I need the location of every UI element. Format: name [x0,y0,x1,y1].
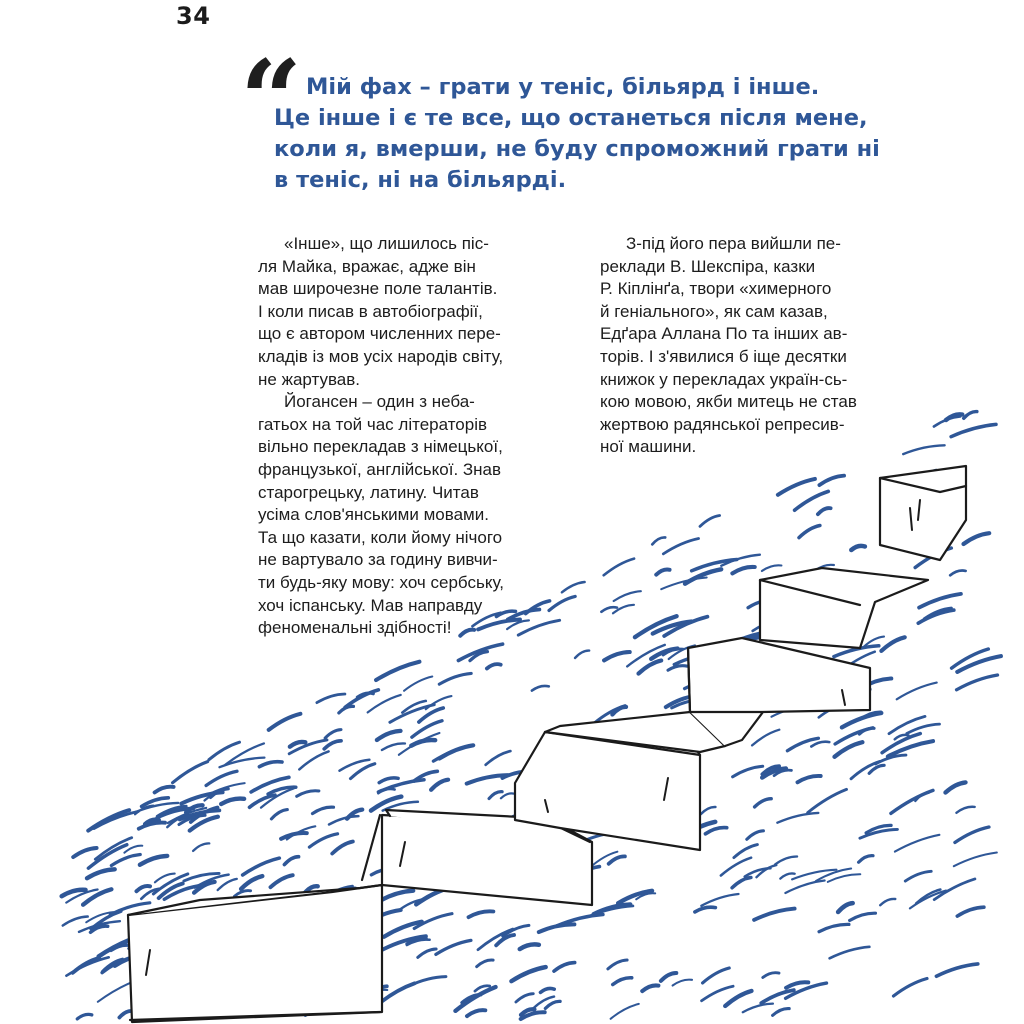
grass-stroke [220,758,265,768]
grass-stroke [639,661,662,674]
grass-stroke [516,994,533,1002]
grass-stroke [838,903,853,912]
grass-stroke [762,565,782,571]
grass-stroke [284,857,298,865]
grass-stroke [309,834,337,847]
grass-stroke [835,742,863,757]
text-line: кою мовою, якби митець не став [600,392,857,412]
text-line: торів. І з'явилися б іще десятки [600,346,847,366]
grass-stroke [73,848,96,857]
grass-stroke [818,508,831,514]
grass-stroke [702,986,734,1001]
grass-stroke [703,968,730,983]
grass-stroke [747,831,764,840]
page-number: 34 [176,2,211,30]
grass-stroke [241,876,262,889]
text-line: мав широчезне поле талантів. [258,279,498,299]
text-line: що є автором численних пере- [258,324,501,344]
grass-stroke [897,683,937,700]
grass-stroke [382,743,405,750]
grass-stroke [754,909,795,920]
grass-stroke [661,973,676,981]
grass-stroke [880,899,895,905]
grass-stroke [956,807,974,813]
grass-stroke [77,1014,92,1019]
grass-stroke [611,1004,639,1019]
grass-stroke [511,967,545,981]
grass-stroke [950,570,965,575]
grass-stroke [431,780,448,790]
grass-stroke [439,745,473,758]
text-line: Р. Кіплінґа, твори «химерного [600,279,832,299]
grass-stroke [87,869,115,878]
grass-stroke [706,828,727,834]
text-line: вільно перекладав з німецької, [258,437,503,457]
grass-stroke [695,907,716,912]
grass-stroke [785,881,824,894]
grass-stroke [869,765,884,773]
text-line: й геніального», як сам казав, [600,301,828,321]
grass-stroke [964,412,977,419]
grass-stroke [418,949,436,957]
grass-stroke [119,1011,132,1017]
grass-stroke [905,871,931,881]
grass-stroke [218,879,237,890]
grass-stroke [325,730,341,738]
grass-stroke [351,764,375,779]
grass-stroke [111,855,140,866]
grass-stroke [63,917,88,926]
grass-stroke [919,594,961,608]
grass-stroke [368,695,401,713]
grass-stroke [324,741,341,749]
grass-stroke [377,731,401,740]
text-line: реклади В. Шекспіра, казки [600,256,816,276]
grass-stroke [329,816,358,824]
grass-stroke [957,907,984,916]
grass-stroke [907,724,940,733]
grass-stroke [378,780,424,792]
grass-stroke [881,637,904,651]
grass-stroke [850,913,876,920]
grass-stroke [332,842,353,854]
grass-stroke [618,891,652,903]
text-line: старогрецьку, латину. Читав [258,482,479,502]
grass-stroke [95,838,131,860]
grass-stroke [554,963,575,972]
grass-stroke [895,835,940,852]
text-line: гатьох на той час літераторів [258,414,488,434]
grass-stroke [701,807,716,814]
grass-stroke [842,713,881,727]
grass-stroke [608,960,627,969]
text-line: ля Майка, вражає, адже він [258,256,476,276]
text-line: «Інше», що лишилось піс- [284,234,489,253]
grass-stroke [193,843,209,851]
grass-stroke [851,546,865,550]
grass-stroke [721,858,751,876]
grass-stroke [539,924,575,932]
text-line: французької, англійської. Знав [258,459,502,479]
grass-stroke [317,694,345,703]
grass-stroke [384,922,422,937]
grass-stroke [518,620,559,635]
grass-stroke [313,807,334,813]
grass-stroke [891,790,933,813]
text-line: не жартував. [258,369,360,389]
grass-stroke [604,652,630,660]
grass-stroke [673,980,692,986]
grass-stroke [501,793,514,798]
grass-stroke [269,714,301,730]
quote-line: Це інше і є те все, що останеться після мене, [274,105,868,131]
grass-stroke [889,716,925,733]
grass-stroke [663,539,698,554]
grass-stroke [594,905,631,915]
grass-stroke [755,799,772,807]
grass-stroke [181,792,222,803]
text-line: хоч іспанську. Мав направду [258,595,483,615]
text-line: ної машини. [600,437,697,457]
grass-stroke [763,973,779,978]
grass-stroke [954,853,997,867]
grass-stroke [725,991,751,1006]
grass-stroke [936,964,977,976]
grass-stroke [613,605,634,614]
text-line: З-під його пера вийшли пе- [626,234,841,253]
grass-stroke [798,776,821,782]
grass-stroke [859,728,874,734]
grass-stroke [137,886,151,891]
grass-stroke [732,878,751,888]
grass-stroke [613,978,632,985]
grass-stroke [477,960,493,967]
grass-stroke [830,947,870,959]
grass-stroke [777,813,818,823]
grass-stroke [221,799,244,804]
grass-stroke [859,856,873,863]
text-line: ти будь-яку мову: хоч сербську, [258,572,504,592]
grass-stroke [469,911,494,917]
text-line: феноменальні здібності! [258,618,452,638]
grass-stroke [614,591,641,601]
grass-stroke [489,792,502,799]
grass-stroke [271,875,293,887]
grass-stroke [439,673,471,684]
text-line: І коли писав в автобіографії, [258,301,483,321]
grass-stroke [414,771,437,781]
grass-stroke [562,582,585,592]
grass-stroke [732,567,754,573]
grass-stroke [743,1004,773,1013]
grass-stroke [173,762,208,783]
text-line: Та що казати, коли йому нічого [258,527,503,547]
grass-stroke [612,707,626,715]
grass-stroke [281,833,307,839]
grass-stroke [734,845,758,858]
grass-stroke [951,424,996,436]
grass-stroke [549,596,575,610]
grass-stroke [604,559,634,576]
grass-stroke [487,664,501,668]
text-line: книжок у перекладах україн-сь- [600,369,848,389]
stone-steps [128,466,966,1022]
text-line: Йогансен – один з неба- [284,392,475,412]
text-line: кладів із мов усіх народів світу, [258,346,504,366]
grass-stroke [541,988,555,992]
grass-stroke [436,940,471,954]
grass-stroke [73,958,99,973]
grass-stroke [155,787,174,793]
quote-line: Мій фах – грати у теніс, більярд і інше. [306,74,820,100]
text-line: Едґара Аллана По та інших ав- [600,324,848,344]
grass-stroke [819,476,844,486]
grass-stroke [376,662,419,680]
grass-stroke [609,856,625,863]
grass-stroke [140,856,167,865]
grass-stroke [141,889,158,899]
grass-stroke [299,751,328,769]
text-line: не вартувало за годину вивчи- [258,550,498,570]
grass-stroke [271,810,287,819]
grass-stroke [520,944,539,949]
grass-stroke [668,666,687,671]
grass-stroke [964,533,990,544]
grass-stroke [946,782,966,792]
grass-stroke [486,751,511,765]
grass-stroke [795,491,829,510]
grass-stroke [957,675,998,690]
grass-stroke [700,516,720,527]
grass-stroke [903,445,944,454]
grass-stroke [955,827,989,843]
text-line: усіма слов'янськими мовами. [258,505,489,525]
grass-stroke [851,762,880,779]
grass-stroke [811,742,829,747]
grass-stroke [124,846,142,853]
grass-stroke [828,874,861,882]
grass-stroke [808,789,847,812]
grass-stroke [799,526,820,538]
grass-stroke [139,823,165,829]
grass-stroke [467,1010,485,1016]
grass-stroke [243,858,280,875]
grass-stroke [379,778,398,783]
grass-stroke [786,982,808,988]
grass-stroke [778,479,815,495]
grass-stroke [775,856,797,864]
grass-stroke [773,1009,790,1016]
grass-stroke [819,924,849,931]
text-line: жертвою радянської репресив- [600,414,845,434]
grass-stroke [752,730,779,746]
grass-stroke [460,630,474,636]
grass-stroke [426,696,452,709]
grass-stroke [381,891,413,901]
grass-stroke [545,1001,560,1008]
quote-line: коли я, вмерши, не буду спроможний грати ні [274,136,880,162]
grass-stroke [733,766,763,777]
grass-stroke [259,762,282,767]
grass-stroke [206,771,237,785]
grass-stroke [575,651,589,658]
grass-stroke [780,873,794,878]
grass-stroke [652,537,665,544]
grass-stroke [642,985,658,991]
grass-stroke [383,936,426,949]
grass-stroke [345,690,378,707]
quote-mark: “ [240,37,303,163]
grass-stroke [297,791,319,797]
grass-stroke [894,979,928,997]
grass-stroke [701,894,738,906]
grass-stroke [656,570,669,575]
grass-stroke [532,686,549,691]
quote-line: в теніс, ні на більярді. [274,167,567,193]
grass-stroke [404,677,432,691]
